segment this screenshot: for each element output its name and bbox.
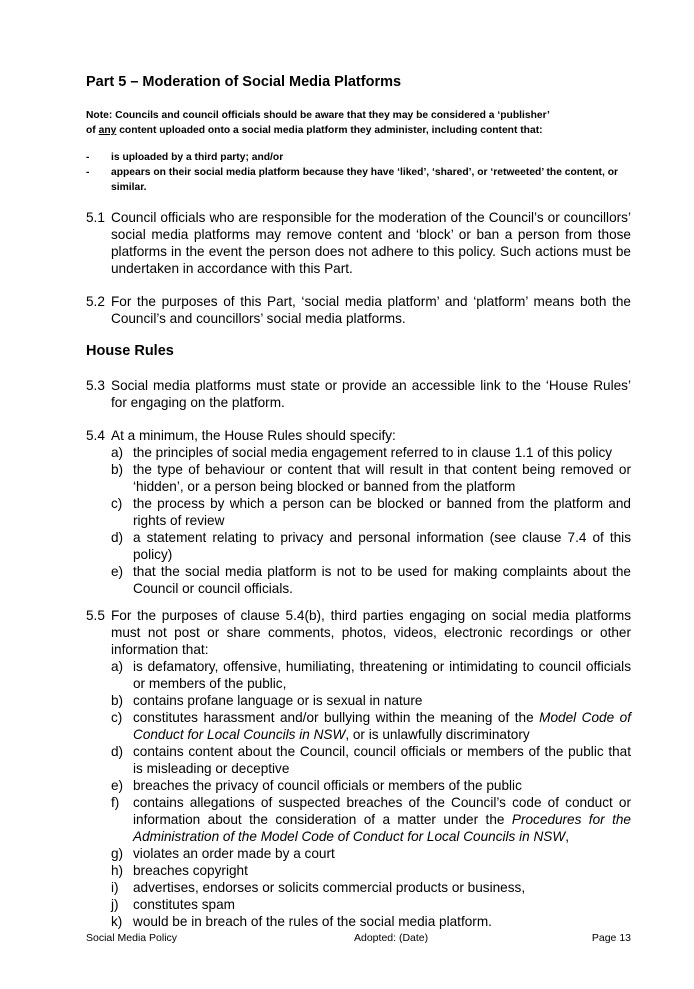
item-letter: d): [111, 530, 124, 545]
item-text: [133, 709, 631, 743]
item-letter: k): [111, 914, 123, 929]
list-item: [86, 150, 631, 165]
list-item: [111, 777, 631, 794]
list-item: [111, 845, 631, 862]
clause-text: Council officials who are responsible for the moderation of the Council’s or councillors’ social media platforms may remove content and ‘block’ or ban a person from those platforms in the event the person does not adhere to this policy. Such actions must be undertaken in accordance with this Part.: [111, 210, 631, 276]
note-line-2-post: content uploaded onto a social media platform they administer, including content that:: [116, 125, 543, 136]
item-text: would be in breach of the rules of the social media platform.: [133, 914, 492, 929]
clause-intro: For the purposes of clause 5.4(b), third parties engaging on social media platforms must not post or share comments, photos, videos, electronic recordings or other information that:: [111, 608, 631, 657]
item-letter: b): [111, 693, 124, 708]
item-letter: b): [111, 462, 124, 477]
item-letter: h): [111, 863, 124, 878]
item-letter: e): [111, 564, 124, 579]
item-text: is defamatory, offensive, humiliating, threatening or intimidating to council officials or members of the public,: [133, 659, 631, 691]
item-letter: a): [111, 659, 124, 674]
item-text-post: ,: [565, 829, 569, 844]
item-text: violates an order made by a court: [133, 846, 335, 861]
item-text: breaches the privacy of council officials or members of the public: [133, 778, 522, 793]
clause-number: 5.2: [86, 294, 105, 309]
list-item: [111, 743, 631, 777]
note-underlined-any: any: [98, 125, 117, 136]
clause-number: 5.3: [86, 378, 105, 393]
house-rules-heading: House Rules: [86, 343, 174, 359]
note-line-2-pre: of: [86, 125, 99, 136]
item-text: contains profane language or is sexual in nature: [133, 693, 423, 708]
note-bullet-list: [86, 150, 631, 195]
clause-5-5: [86, 607, 631, 930]
footer-page-number: Page 13: [591, 932, 631, 944]
item-letter: f): [111, 795, 120, 810]
item-letter: g): [111, 846, 124, 861]
footer-document-title: Social Media Policy: [86, 932, 178, 944]
item-text-post: , or is unlawfully discriminatory: [345, 727, 530, 742]
item-text-pre: contains allegations of suspected breaches of the Council’s code of conduct or information about the consideration of a matter under the: [133, 795, 631, 827]
item-text: breaches copyright: [133, 863, 248, 878]
item-text: the principles of social media engagement referred to in clause 1.1 of this policy: [133, 445, 613, 460]
item-text-italic: Model Code of Conduct for Local Councils in NSW: [133, 710, 631, 742]
item-letter: d): [111, 744, 124, 759]
list-item: [111, 563, 631, 597]
clause-number: 5.5: [86, 608, 105, 623]
item-text: [133, 794, 631, 845]
list-item: [111, 794, 631, 845]
item-text: advertises, endorses or solicits commercial products or business,: [133, 880, 526, 895]
item-letter: i): [111, 880, 119, 895]
footer-adopted-date: Adopted: (Date): [354, 932, 429, 944]
bullet-text: is uploaded by a third party; and/or: [111, 152, 284, 163]
list-item: [111, 896, 631, 913]
note-line-2: [86, 123, 631, 138]
item-text-pre: constitutes harassment and/or bullying within the meaning of the: [133, 710, 540, 725]
clause-body: [111, 607, 631, 930]
clause-5-4: [86, 427, 631, 597]
clause-5-2: [86, 293, 631, 327]
clause-5-1: [86, 209, 631, 277]
list-item: [111, 913, 631, 930]
list-item: [111, 879, 631, 896]
item-text: the type of behaviour or content that will result in that content being removed or ‘hidden’, or a person being blocked or banned from the platform: [133, 462, 631, 494]
clause-text: Social media platforms must state or provide an accessible link to the ‘House Rules’ for engaging on the platform.: [111, 378, 631, 410]
publisher-note: [86, 108, 631, 138]
item-letter: j): [111, 897, 119, 912]
clause-5-3: [86, 377, 631, 411]
list-item: [111, 529, 631, 563]
item-text: constitutes spam: [133, 897, 235, 912]
list-item: [111, 658, 631, 692]
note-line-1: Note: Councils and council officials should be aware that they may be considered a ‘publisher’: [86, 110, 550, 121]
item-text: contains content about the Council, council officials or members of the public that is misleading or deceptive: [133, 744, 631, 776]
list-item: [111, 862, 631, 879]
page-footer: [86, 932, 631, 948]
item-text-italic: Procedures for the Administration of the Model Code of Conduct for Local Councils in NSW: [133, 812, 631, 844]
bullet-text: appears on their social media platform because they have ‘liked’, ‘shared’, or ‘retweeted’ the content, or similar.: [111, 167, 618, 193]
clause-text: For the purposes of this Part, ‘social media platform’ and ‘platform’ means both the Council’s and councillors’ social media platforms.: [111, 294, 631, 326]
clause-body: [111, 427, 631, 597]
list-item: [86, 165, 631, 195]
clause-number: 5.4: [86, 428, 105, 443]
item-text: that the social media platform is not to be used for making complaints about the Council or council officials.: [133, 564, 631, 596]
list-item: [111, 692, 631, 709]
item-text: a statement relating to privacy and personal information (see clause 7.4 of this policy): [133, 530, 631, 562]
clause-intro: At a minimum, the House Rules should specify:: [111, 428, 396, 443]
item-letter: a): [111, 445, 124, 460]
bullet-dash: -: [86, 152, 90, 163]
clause-number: 5.1: [86, 210, 105, 225]
item-letter: c): [111, 710, 123, 725]
part-heading: Part 5 – Moderation of Social Media Platforms: [86, 74, 402, 90]
list-item: [111, 461, 631, 495]
list-item: [111, 709, 631, 743]
item-text: the process by which a person can be blocked or banned from the platform and rights of review: [133, 496, 631, 528]
list-item: [111, 495, 631, 529]
item-letter: c): [111, 496, 123, 511]
bullet-dash: -: [86, 167, 90, 178]
item-letter: e): [111, 778, 124, 793]
list-item: [111, 444, 631, 461]
